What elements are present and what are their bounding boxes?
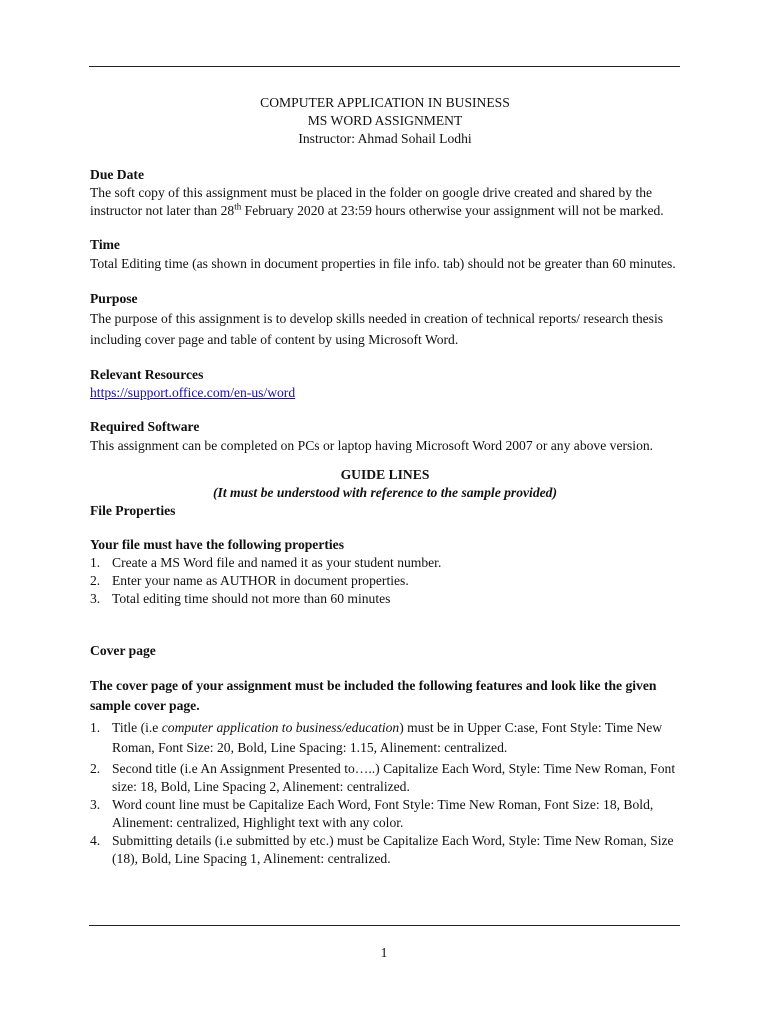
instructor-line: Instructor: Ahmad Sohail Lodhi bbox=[298, 131, 472, 146]
due-date-text-part1: The soft copy of this assignment must be placed in the folder on google drive created and shared by the instructor not later than 28 bbox=[90, 185, 653, 218]
document-page bbox=[90, 94, 680, 868]
cover-page-heading: Cover page bbox=[90, 643, 156, 658]
guidelines-heading: GUIDE LINES bbox=[340, 467, 430, 482]
list-item-text: Total editing time should not more than 60 minutes bbox=[112, 591, 391, 606]
list-item bbox=[90, 760, 680, 796]
list-number: 3. bbox=[90, 591, 101, 606]
list-item bbox=[90, 572, 680, 590]
cover-page-list bbox=[90, 718, 680, 868]
list-number: 3. bbox=[90, 797, 101, 812]
list-item bbox=[90, 718, 680, 758]
list-item bbox=[90, 832, 680, 868]
purpose-text: The purpose of this assignment is to develop skills needed in creation of technical reports/ research thesis including cover page and table of content by using Microsoft Word. bbox=[90, 311, 664, 347]
purpose-section bbox=[90, 290, 680, 350]
list-item-text: Create a MS Word file and named it as your student number. bbox=[112, 555, 442, 570]
list-number: 2. bbox=[90, 761, 101, 776]
bottom-rule bbox=[89, 925, 680, 926]
list-item-text: Second title (i.e An Assignment Presented to…..) Capitalize Each Word, Style: Time New Roman, Font size: 18, Bold, Line Spacing 2, Alinement: centralized. bbox=[112, 761, 676, 794]
due-date-section bbox=[90, 166, 680, 220]
file-properties-intro: Your file must have the following properties bbox=[90, 537, 344, 552]
software-text: This assignment can be completed on PCs or laptop having Microsoft Word 2007 or any above version. bbox=[90, 438, 654, 453]
top-rule bbox=[89, 66, 680, 67]
due-date-heading: Due Date bbox=[90, 167, 144, 182]
list-number: 4. bbox=[90, 833, 101, 848]
list-item-text: Submitting details (i.e submitted by etc.) must be Capitalize Each Word, Style: Time New Roman, Size (18), Bold, Line Spacing 1, Alinement: centralized. bbox=[112, 833, 674, 866]
document-subtitle: MS WORD ASSIGNMENT bbox=[307, 113, 463, 128]
file-properties-section bbox=[90, 536, 680, 608]
document-title: COMPUTER APPLICATION IN BUSINESS bbox=[260, 95, 510, 110]
software-section bbox=[90, 418, 680, 456]
list-item-text: Word count line must be Capitalize Each Word, Font Style: Time New Roman, Font Size: 18, Bold, Alinement: centralized, Highlight text with any color. bbox=[112, 797, 654, 830]
list-item-text: Enter your name as AUTHOR in document properties. bbox=[112, 573, 409, 588]
due-date-superscript: th bbox=[234, 201, 242, 212]
guidelines-subheading: (It must be understood with reference to the sample provided) bbox=[213, 485, 557, 500]
resources-section bbox=[90, 366, 680, 402]
list-number: 2. bbox=[90, 573, 101, 588]
resources-link[interactable]: https://support.office.com/en-us/word bbox=[90, 385, 296, 400]
time-heading: Time bbox=[90, 237, 120, 252]
file-properties-list bbox=[90, 554, 680, 608]
due-date-text bbox=[90, 184, 680, 220]
due-date-text-part2: February 2020 at 23:59 hours otherwise your assignment will not be marked. bbox=[241, 203, 664, 218]
list-number: 1. bbox=[90, 720, 101, 735]
file-properties-heading: File Properties bbox=[90, 503, 176, 518]
page-number: 1 bbox=[380, 945, 388, 960]
list-item bbox=[90, 554, 680, 572]
list-item bbox=[90, 796, 680, 832]
time-section bbox=[90, 236, 680, 274]
resources-heading: Relevant Resources bbox=[90, 367, 204, 382]
cover-page-section bbox=[90, 642, 680, 868]
list-number: 1. bbox=[90, 555, 101, 570]
list-item-text: Title (i.e bbox=[112, 720, 162, 735]
purpose-heading: Purpose bbox=[90, 291, 138, 306]
list-item-text: ) must be in Upper C:ase, Font Style: Time New Roman, Font Size: 20, Bold, Line Spacing: 1.15, Alinement: centralized. bbox=[112, 720, 663, 755]
list-item bbox=[90, 590, 680, 608]
time-text: Total Editing time (as shown in document properties in file info. tab) should not be greater than 60 minutes. bbox=[90, 256, 676, 271]
cover-page-intro: The cover page of your assignment must be included the following features and look like the given sample cover page. bbox=[90, 678, 657, 713]
software-heading: Required Software bbox=[90, 419, 200, 434]
list-item-italic-text: computer application to business/education bbox=[161, 720, 400, 735]
